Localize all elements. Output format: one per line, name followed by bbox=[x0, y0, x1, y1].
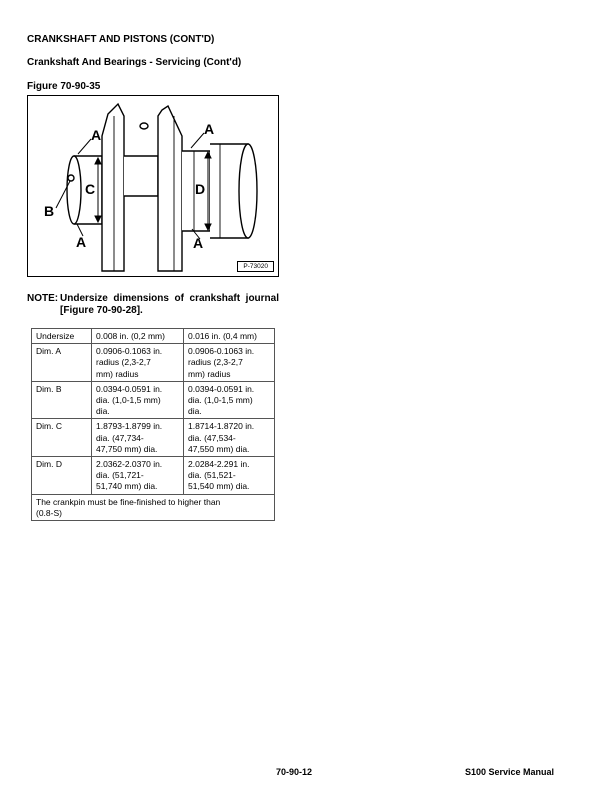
table-cell-line: dia. (51,521- bbox=[188, 470, 236, 481]
table-row bbox=[32, 457, 275, 495]
table-cell bbox=[184, 457, 275, 495]
table-cell-line: mm) radius bbox=[188, 368, 231, 379]
table-row bbox=[32, 381, 275, 419]
note-text-line2: [Figure 70-90-28]. bbox=[60, 305, 143, 316]
note-label: NOTE: bbox=[27, 293, 59, 304]
table-row-label: Dim. B bbox=[32, 381, 92, 419]
table-cell bbox=[92, 381, 184, 419]
table-cell bbox=[184, 344, 275, 382]
table-cell-line: 51,740 mm) dia. bbox=[96, 481, 158, 492]
manual-name: S100 Service Manual bbox=[465, 767, 555, 777]
crankshaft-figure bbox=[27, 95, 279, 277]
left-journal-end bbox=[67, 156, 81, 224]
table-cell-line: radius (2,3-2,7 bbox=[188, 357, 243, 368]
table-cell bbox=[92, 344, 184, 382]
crankshaft-diagram bbox=[28, 96, 280, 278]
table-header-cell: 0.016 in. (0,4 mm) bbox=[184, 329, 275, 344]
table-row-label: Dim. A bbox=[32, 344, 92, 382]
table-cell-line: mm) radius bbox=[96, 368, 139, 379]
table-cell-line: 1.8714-1.8720 in. bbox=[188, 421, 255, 432]
undersize-spec-table bbox=[31, 328, 275, 521]
table-row bbox=[32, 344, 275, 382]
table-header-cell: Undersize bbox=[32, 329, 92, 344]
table-cell-line: dia. (1,0-1,5 mm) bbox=[96, 395, 161, 406]
right-web bbox=[158, 106, 182, 271]
table-header-row bbox=[32, 329, 275, 344]
callout-a-bottom-right: A bbox=[193, 235, 204, 251]
table-cell-line: dia. (1,0-1,5 mm) bbox=[188, 395, 253, 406]
table-cell-line: 2.0362-2.0370 in. bbox=[96, 459, 163, 470]
table-cell bbox=[92, 419, 184, 457]
note-text-line1: Undersize dimensions of crankshaft journal bbox=[60, 293, 279, 304]
callout-a-top-left: A bbox=[91, 127, 102, 143]
table-cell-line: radius (2,3-2,7 bbox=[96, 357, 151, 368]
table-header-cell: 0.008 in. (0,2 mm) bbox=[92, 329, 184, 344]
table-cell-line: dia. bbox=[188, 406, 202, 417]
table-cell-line: 0.0906-0.1063 in. bbox=[96, 346, 163, 357]
crankpin bbox=[124, 156, 158, 196]
figure-label: Figure 70-90-35 bbox=[27, 81, 101, 92]
section-title: CRANKSHAFT AND PISTONS (CONT'D) bbox=[27, 34, 215, 45]
table-footnote-row bbox=[32, 494, 275, 520]
callout-b: B bbox=[44, 203, 55, 219]
table-cell-line: 0.0394-0.0591 in. bbox=[96, 383, 163, 394]
table-footnote-line: The crankpin must be fine-finished to higher than bbox=[36, 496, 221, 507]
table-cell-line: dia. (47,734- bbox=[96, 432, 144, 443]
part-number-label: P-73020 bbox=[237, 261, 274, 272]
table-row-label: Dim. D bbox=[32, 457, 92, 495]
callout-c: C bbox=[85, 181, 96, 197]
table-row-label: Dim. C bbox=[32, 419, 92, 457]
callout-d: D bbox=[195, 181, 206, 197]
table-cell bbox=[184, 419, 275, 457]
table-cell-line: 2.0284-2.291 in. bbox=[188, 459, 250, 470]
table-cell-line: 51,540 mm) dia. bbox=[188, 481, 250, 492]
table-cell-line: 1.8793-1.8799 in. bbox=[96, 421, 163, 432]
table-footnote-line: (0.8-S) bbox=[36, 507, 62, 518]
table-footnote bbox=[32, 494, 275, 520]
table-cell-line: dia. bbox=[96, 406, 110, 417]
table-cell bbox=[184, 381, 275, 419]
left-web bbox=[102, 104, 124, 271]
table-row bbox=[32, 419, 275, 457]
table-cell-line: 0.0906-0.1063 in. bbox=[188, 346, 255, 357]
table-cell-line: dia. (51,721- bbox=[96, 470, 144, 481]
subsection-title: Crankshaft And Bearings - Servicing (Cont'd) bbox=[27, 57, 242, 68]
table-cell-line: 47,550 mm) dia. bbox=[188, 443, 250, 454]
table-cell-line: 47,750 mm) dia. bbox=[96, 443, 158, 454]
table-cell bbox=[92, 457, 184, 495]
callout-a-top-right: A bbox=[204, 121, 215, 137]
table-cell-line: 0.0394-0.0591 in. bbox=[188, 383, 255, 394]
callout-a-bottom-left: A bbox=[76, 234, 87, 250]
page-number: 70-90-12 bbox=[276, 767, 313, 777]
table-cell-line: dia. (47,534- bbox=[188, 432, 236, 443]
